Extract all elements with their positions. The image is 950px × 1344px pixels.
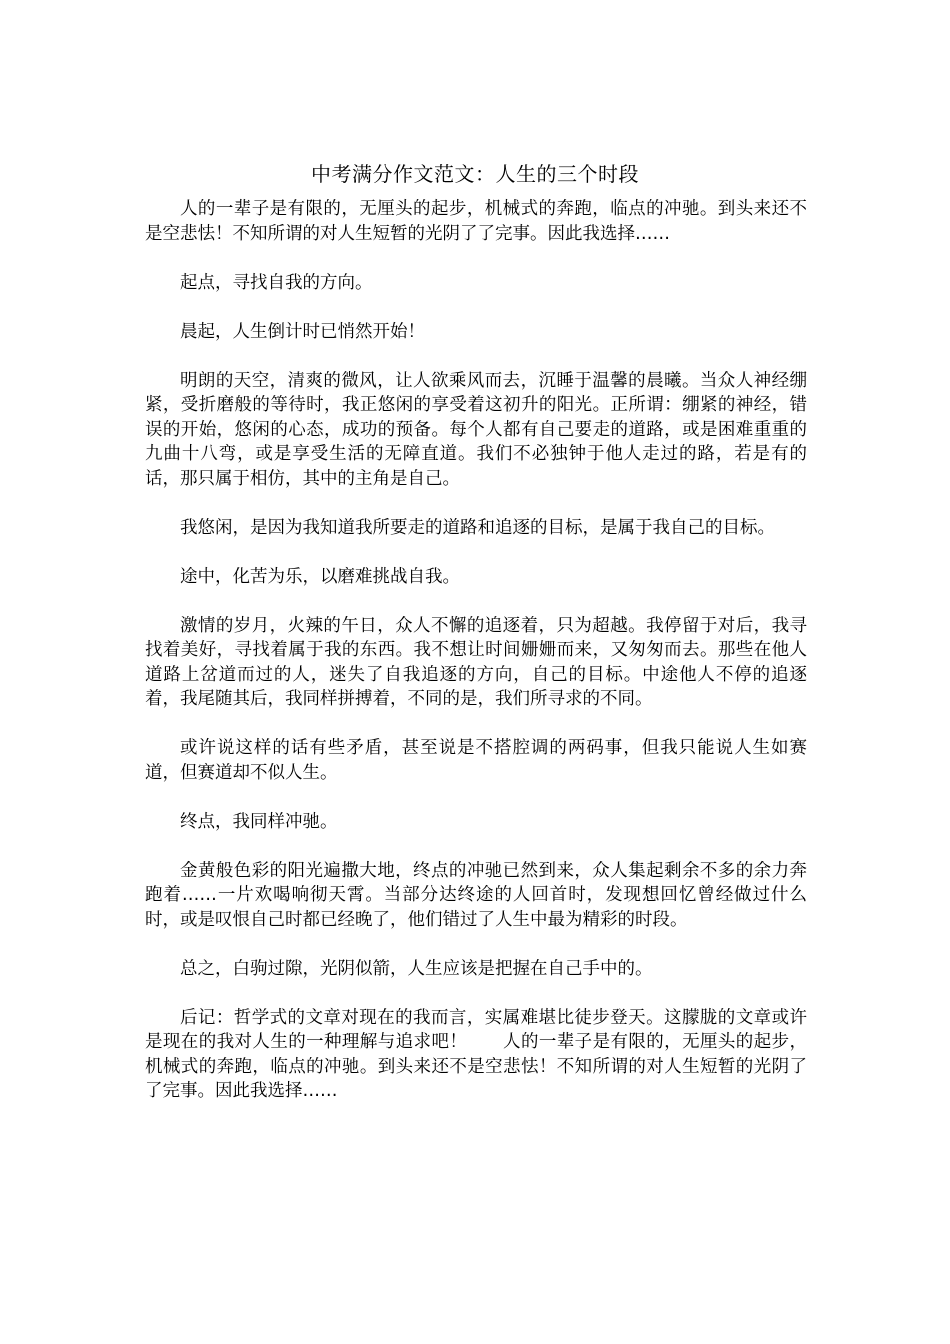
paragraph: 激情的岁月，火辣的午日，众人不懈的追逐着，只为超越。我停留于对后，我寻找着美好，寻找着属于我的东西。我不想让时间姗姗而来，又匆匆而去。那些在他人道路上岔道而过的人，迷失了自我追逐的方向，自己的目标。中途他人不停的追逐着，我尾随其后，我同样拼搏着，不同的是，我们所寻求的不同。 xyxy=(145,615,807,709)
paragraph: 终点，我同样冲驰。 xyxy=(180,811,338,832)
paragraph: 我悠闲，是因为我知道我所要走的道路和追逐的目标，是属于我自己的目标。 xyxy=(180,517,775,538)
paragraph: 起点，寻找自我的方向。 xyxy=(180,272,373,293)
paragraph: 人的一辈子是有限的，无厘头的起步，机械式的奔跑，临点的冲驰。到头来还不是空悲怯！不知所谓的对人生短暂的光阴了了完事。因此我选择…… xyxy=(145,199,807,244)
document-body xyxy=(145,197,807,1104)
paragraph: 后记：哲学式的文章对现在的我而言，实属难堪比徒步登天。这朦胧的文章或许是现在的我对人生的一种理解与追求吧！ 人的一辈子是有限的，无厘头的起步，机械式的奔跑，临点的冲驰。到头来还不是空悲怯！不知所谓的对人生短暂的光阴了了完事。因此我选择…… xyxy=(145,1007,807,1101)
paragraph: 金黄般色彩的阳光遍撒大地，终点的冲驰已然到来，众人集起剩余不多的余力奔跑着……一片欢喝响彻天霄。当部分达终途的人回首时，发现想回忆曾经做过什么时，或是叹恨自己时都已经晚了，他们错过了人生中最为精彩的时段。 xyxy=(145,860,807,930)
paragraph: 或许说这样的话有些矛盾，甚至说是不搭腔调的两码事，但我只能说人生如赛道，但赛道却不似人生。 xyxy=(145,738,807,783)
paragraph: 明朗的天空，清爽的微风，让人欲乘风而去，沉睡于温馨的晨曦。当众人神经绷紧，受折磨般的等待时，我正悠闲的享受着这初升的阳光。正所谓：绷紧的神经，错误的开始，悠闲的心态，成功的预备。每个人都有自己要走的道路，或是困难重重的九曲十八弯，或是享受生活的无障直道。我们不必独钟于他人走过的路，若是有的话，那只属于相仿，其中的主角是自己。 xyxy=(145,370,807,489)
paragraph: 晨起，人生倒计时已悄然开始！ xyxy=(180,321,425,342)
paragraph: 途中，化苦为乐，以磨难挑战自我。 xyxy=(180,566,460,587)
paragraph: 总之，白驹过隙，光阴似箭，人生应该是把握在自己手中的。 xyxy=(180,958,653,979)
document-title: 中考满分作文范文：人生的三个时段 xyxy=(311,162,639,186)
